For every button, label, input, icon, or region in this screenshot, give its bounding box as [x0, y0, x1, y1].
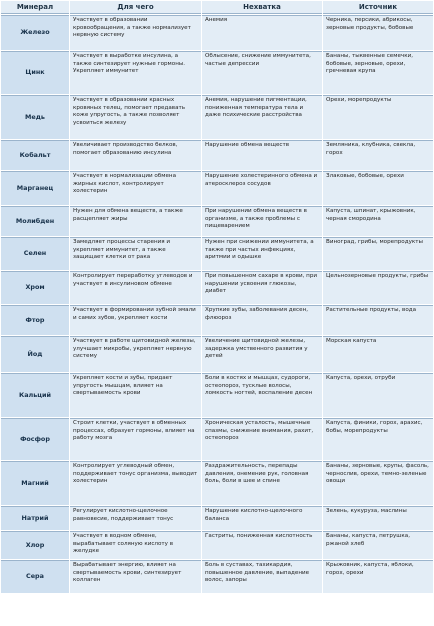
header-mineral: Минерал	[1, 1, 69, 14]
mineral-cell: Натрий	[1, 506, 69, 530]
deficiency-cell: Боли в костях и мышцах, судороги, остеопороз, тусклые волосы, ломкость ногтей, воспаление десен	[202, 373, 322, 417]
table-row	[1, 336, 433, 372]
mineral-cell: Сера	[1, 560, 69, 593]
source-cell: Бананы, капуста, петрушка, ржаной хлеб	[323, 531, 433, 559]
purpose-cell: Участвует в формировании зубной эмали и самих зубов, укрепляет кости	[70, 305, 201, 335]
table-row	[1, 51, 433, 94]
purpose-cell: Нужен для обмена веществ, а также расщепляет жиры	[70, 206, 201, 236]
purpose-cell: Увеличивает производство белков, помогает образованию инсулина	[70, 140, 201, 170]
source-cell: Орехи, морепродукты	[323, 95, 433, 139]
purpose-cell: Регулирует кислотно-щелочное равновесие, поддерживает тонус	[70, 506, 201, 530]
source-cell: Крыжовник, капуста, яблоки, горох, орехи	[323, 560, 433, 593]
purpose-cell: Участвует в образовании кровообращения, а также нормализует нервную систему	[70, 15, 201, 50]
table-row	[1, 95, 433, 139]
table-row	[1, 15, 433, 50]
source-cell: Растительные продукты, вода	[323, 305, 433, 335]
source-cell: Злаковые, бобовые, орехи	[323, 171, 433, 205]
source-cell: Виноград, грибы, морепродукты	[323, 237, 433, 270]
table-row	[1, 560, 433, 593]
source-cell: Зелень, кукуруза, маслины	[323, 506, 433, 530]
deficiency-cell: Гастриты, пониженная кислотность	[202, 531, 322, 559]
deficiency-cell: Боль в суставах, тахикардия, повышенное давление, выпадение волос, запоры	[202, 560, 322, 593]
deficiency-cell: Раздражительность, перепады давления, онемение рук, головная боль, боли в шее и спине	[202, 461, 322, 505]
deficiency-cell: При повышенном сахаре в крови, при нарушении усвоения глюкозы, диабет	[202, 271, 322, 304]
deficiency-cell: Хроническая усталость, мышечные спазмы, снижение внимания, рахит, остеопороз	[202, 418, 322, 460]
mineral-cell: Марганец	[1, 171, 69, 205]
source-cell: Бананы, тыквенные семечки, бобовые, зерновые, орехи, гречневая крупа	[323, 51, 433, 94]
table-row	[1, 271, 433, 304]
table-row	[1, 461, 433, 505]
source-cell: Капуста, орехи, отруби	[323, 373, 433, 417]
deficiency-cell: Анемия	[202, 15, 322, 50]
purpose-cell: Замедляет процессы старения и укрепляет иммунитет, а также защищает клетки от рака	[70, 237, 201, 270]
source-cell: Цельнозерновые продукты, грибы	[323, 271, 433, 304]
source-cell: Земляника, клубника, свекла, горох	[323, 140, 433, 170]
deficiency-cell: Нужен при снижении иммунитета, а также при частых инфекциях, аритмии и одышке	[202, 237, 322, 270]
mineral-cell: Йод	[1, 336, 69, 372]
table-row	[1, 305, 433, 335]
table-row	[1, 506, 433, 530]
deficiency-cell: При нарушении обмена веществ в организме, а также проблемы с пищеварением	[202, 206, 322, 236]
mineral-cell: Хлор	[1, 531, 69, 559]
mineral-cell: Магний	[1, 461, 69, 505]
source-cell: Капуста, финики, горох, арахис, бобы, морепродукты	[323, 418, 433, 460]
purpose-cell: Строит клетки, участвует в обменных процессах, образует гормоны, влияет на работу мозга	[70, 418, 201, 460]
deficiency-cell: Нарушение кислотно-щелочного баланса	[202, 506, 322, 530]
header-purpose: Для чего	[70, 1, 201, 14]
purpose-cell: Контролирует углеводный обмен, поддерживает тонус организма, выводит холестерин	[70, 461, 201, 505]
mineral-cell: Медь	[1, 95, 69, 139]
purpose-cell: Участвует в работе щитовидной железы, улучшает микробы, укрепляет нервную систему	[70, 336, 201, 372]
table-header	[1, 1, 433, 14]
table-row	[1, 373, 433, 417]
table-row	[1, 171, 433, 205]
deficiency-cell: Облысение, снижение иммунитета, частые депрессии	[202, 51, 322, 94]
table-row	[1, 140, 433, 170]
header-source: Источник	[323, 1, 433, 14]
mineral-cell: Фосфор	[1, 418, 69, 460]
deficiency-cell: Хрупкие зубы, заболевания десен, флюороз	[202, 305, 322, 335]
deficiency-cell: Нарушение обмена веществ	[202, 140, 322, 170]
purpose-cell: Контролирует переработку углеводов и участвует в инсулиновом обмене	[70, 271, 201, 304]
mineral-cell: Кобальт	[1, 140, 69, 170]
table-row	[1, 206, 433, 236]
purpose-cell: Вырабатывает энергию, влияет на свертываемость крови, синтезирует коллаген	[70, 560, 201, 593]
purpose-cell: Участвует в выработке инсулина, а также синтезирует нужные гормоны. Укрепляет иммунитет	[70, 51, 201, 94]
table-row	[1, 531, 433, 559]
table-body	[1, 15, 433, 593]
mineral-cell: Фтор	[1, 305, 69, 335]
table-row	[1, 237, 433, 270]
deficiency-cell: Увеличение щитовидной железы, задержка умственного развития у детей	[202, 336, 322, 372]
header-deficiency: Нехватка	[202, 1, 322, 14]
table-row	[1, 418, 433, 460]
deficiency-cell: Анемия, нарушение пигментации, пониженная температура тела и даже психические расстройства	[202, 95, 322, 139]
source-cell: Бананы, зерновые, крупы, фасоль, чернослив, орехи, темно-зеленые овощи	[323, 461, 433, 505]
mineral-cell: Кальций	[1, 373, 69, 417]
source-cell: Черника, персики, абрикосы, зерновые продукты, бобовые	[323, 15, 433, 50]
deficiency-cell: Нарушение холестеринного обмена и атеросклероз сосудов	[202, 171, 322, 205]
mineral-cell: Железо	[1, 15, 69, 50]
mineral-cell: Хром	[1, 271, 69, 304]
purpose-cell: Участвует в образовании красных кровяных телец, помогает предавать коже упругость, а также позволяет усвоиться железу	[70, 95, 201, 139]
source-cell: Морская капуста	[323, 336, 433, 372]
purpose-cell: Участвует в нормализации обмена жирных кислот, контролирует холестерин	[70, 171, 201, 205]
purpose-cell: Участвует в водном обмене, вырабатывает соляную кислоту в желудке	[70, 531, 201, 559]
mineral-cell: Цинк	[1, 51, 69, 94]
mineral-cell: Молибден	[1, 206, 69, 236]
purpose-cell: Укрепляет кости и зубы, придает упругость мышцам, влияет на свертываемость крови	[70, 373, 201, 417]
mineral-cell: Селен	[1, 237, 69, 270]
source-cell: Капуста, шпинат, крыжовник, черная смородина	[323, 206, 433, 236]
header-row	[1, 1, 433, 14]
